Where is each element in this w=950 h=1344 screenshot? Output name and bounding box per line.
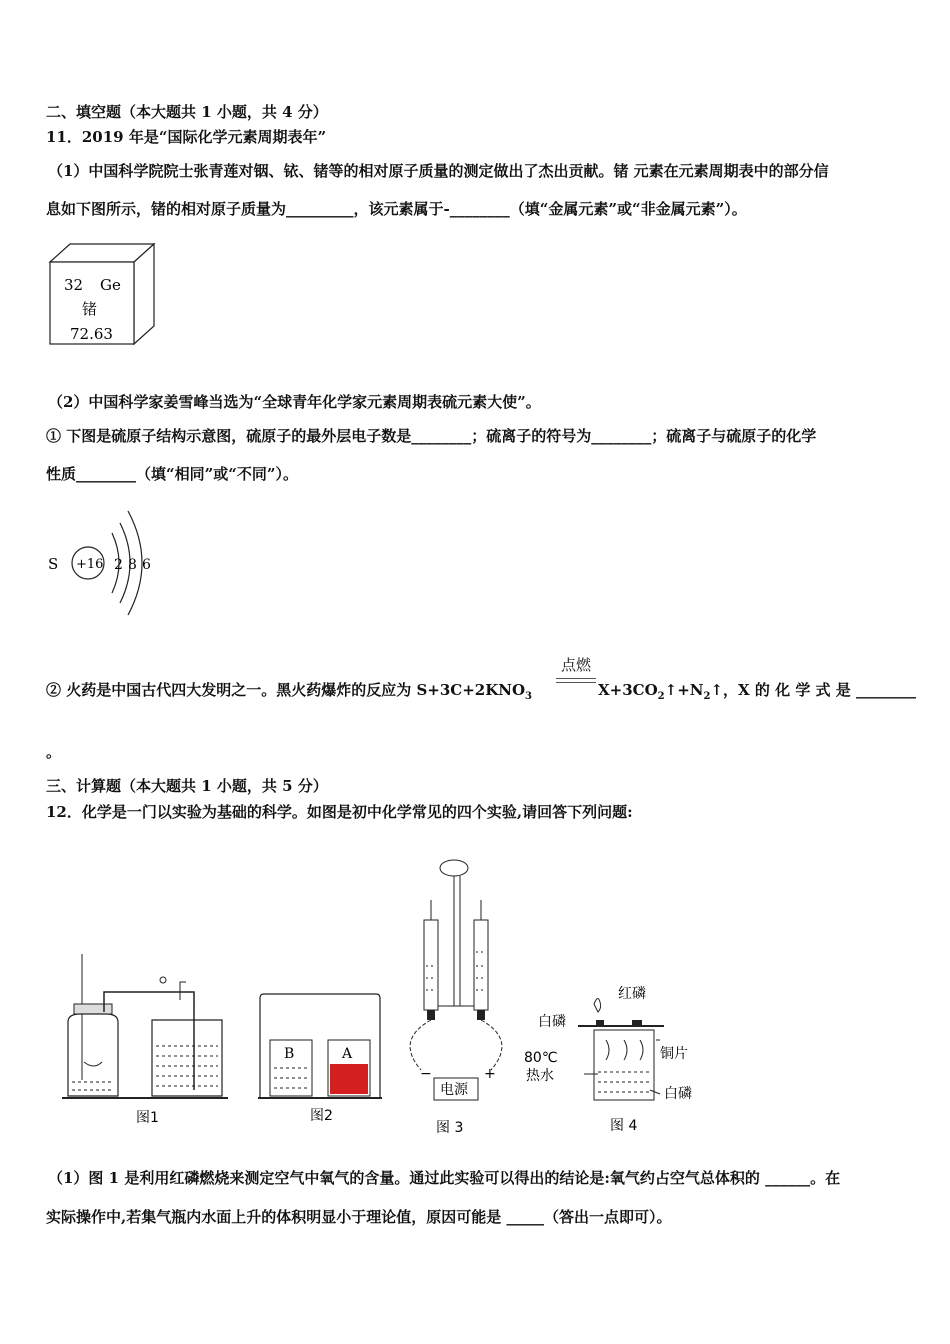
reaction-arrow-line bbox=[556, 678, 596, 679]
q11-part2-q1-line2: 性质________（填“相同”或“不同”）。 bbox=[46, 465, 299, 483]
q12-part1-line2: 实际操作中,若集气瓶内水面上升的体积明显小于理论值，原因可能是 _____（答出一点即可）。 bbox=[46, 1208, 672, 1226]
element-mass: 72.63 bbox=[70, 325, 113, 343]
figure-4-white-phosphorus-top: 白磷 bbox=[538, 1014, 566, 1030]
q11-part2-title: （2）中国科学家姜雪峰当选为“全球青年化学家元素周期表硫元素大使”。 bbox=[48, 393, 541, 411]
element-number: 32 bbox=[64, 276, 84, 294]
q12-part1-line1: （1）图 1 是利用红磷燃烧来测定空气中氧气的含量。通过此实验可以得出的结论是:氧气约占空气总体积的 ______。在 bbox=[48, 1169, 841, 1187]
shell-1-electrons: 2 bbox=[114, 557, 123, 573]
question-11-title: 11．2019 年是“国际化学元素周期表年” bbox=[46, 128, 327, 146]
figure-4-hot-water: 热水 bbox=[526, 1068, 554, 1084]
element-symbol: Ge bbox=[100, 276, 121, 294]
figure-3-minus: − bbox=[420, 1066, 432, 1082]
q11-part2-q2-end: 。 bbox=[46, 743, 62, 761]
shell-2-electrons: 8 bbox=[128, 557, 137, 573]
figure-4-white-phosphorus-bottom: 白磷 bbox=[664, 1086, 692, 1102]
germanium-element-tile bbox=[46, 240, 158, 352]
question-12-title: 12．化学是一门以实验为基础的科学。如图是初中化学常见的四个实验,请回答下列问题: bbox=[46, 803, 633, 821]
q11-part2-q1-line1: ① 下图是硫原子结构示意图，硫原子的最外层电子数是________；硫离子的符号为________；硫离子与硫原子的化学 bbox=[46, 427, 817, 445]
figure-4-caption: 图 4 bbox=[610, 1118, 638, 1134]
reaction-arrow-line-2 bbox=[556, 682, 596, 683]
reaction-condition: 点燃 bbox=[560, 656, 591, 674]
q11-part1-line1: （1）中国科学院院士张青莲对铟、铱、锗等的相对原子质量的测定做出了杰出贡献。锗 元素在元素周期表中的部分信 bbox=[48, 162, 829, 180]
figure-1-apparatus bbox=[60, 950, 230, 1130]
figure-3-plus: + bbox=[484, 1066, 496, 1082]
q11-part2-q2-left: ② 火药是中国古代四大发明之一。黑火药爆炸的反应为 $S+3C+2KNO_3$ bbox=[46, 681, 533, 702]
figure-4-copper-sheet: 铜片 bbox=[660, 1046, 688, 1062]
figure-3-power-label: 电源 bbox=[440, 1082, 468, 1098]
sulfur-atom-diagram bbox=[40, 505, 170, 617]
figure-4-temperature: 80℃ bbox=[524, 1050, 558, 1066]
figure-2-apparatus bbox=[256, 990, 386, 1130]
section-2-title: 二、填空题（本大题共 1 小题，共 4 分） bbox=[46, 103, 328, 121]
figure-4-combustion bbox=[520, 980, 720, 1140]
figure-1-caption: 图1 bbox=[136, 1110, 159, 1126]
figure-2-label-b: B bbox=[284, 1046, 295, 1062]
atom-nucleus: +16 bbox=[76, 557, 104, 572]
figure-2-caption: 图2 bbox=[310, 1108, 333, 1124]
shell-3-electrons: 6 bbox=[142, 557, 151, 573]
figure-4-red-phosphorus: 红磷 bbox=[618, 986, 646, 1002]
atom-symbol: S bbox=[48, 555, 59, 573]
q11-part2-q2-right: $X+3CO_2↑+N_2↑$，X 的 化 学 式 是 ________ bbox=[598, 681, 916, 702]
figure-3-electrolysis bbox=[404, 856, 516, 1140]
figure-2-label-a: A bbox=[342, 1046, 353, 1062]
figure-3-caption: 图 3 bbox=[436, 1120, 464, 1136]
section-3-title: 三、计算题（本大题共 1 小题，共 5 分） bbox=[46, 777, 328, 795]
element-name: 锗 bbox=[82, 300, 98, 318]
q11-part1-line2: 息如下图所示，锗的相对原子质量为_________，该元素属于-________（填“金属元素”或“非金属元素”）。 bbox=[46, 200, 747, 218]
